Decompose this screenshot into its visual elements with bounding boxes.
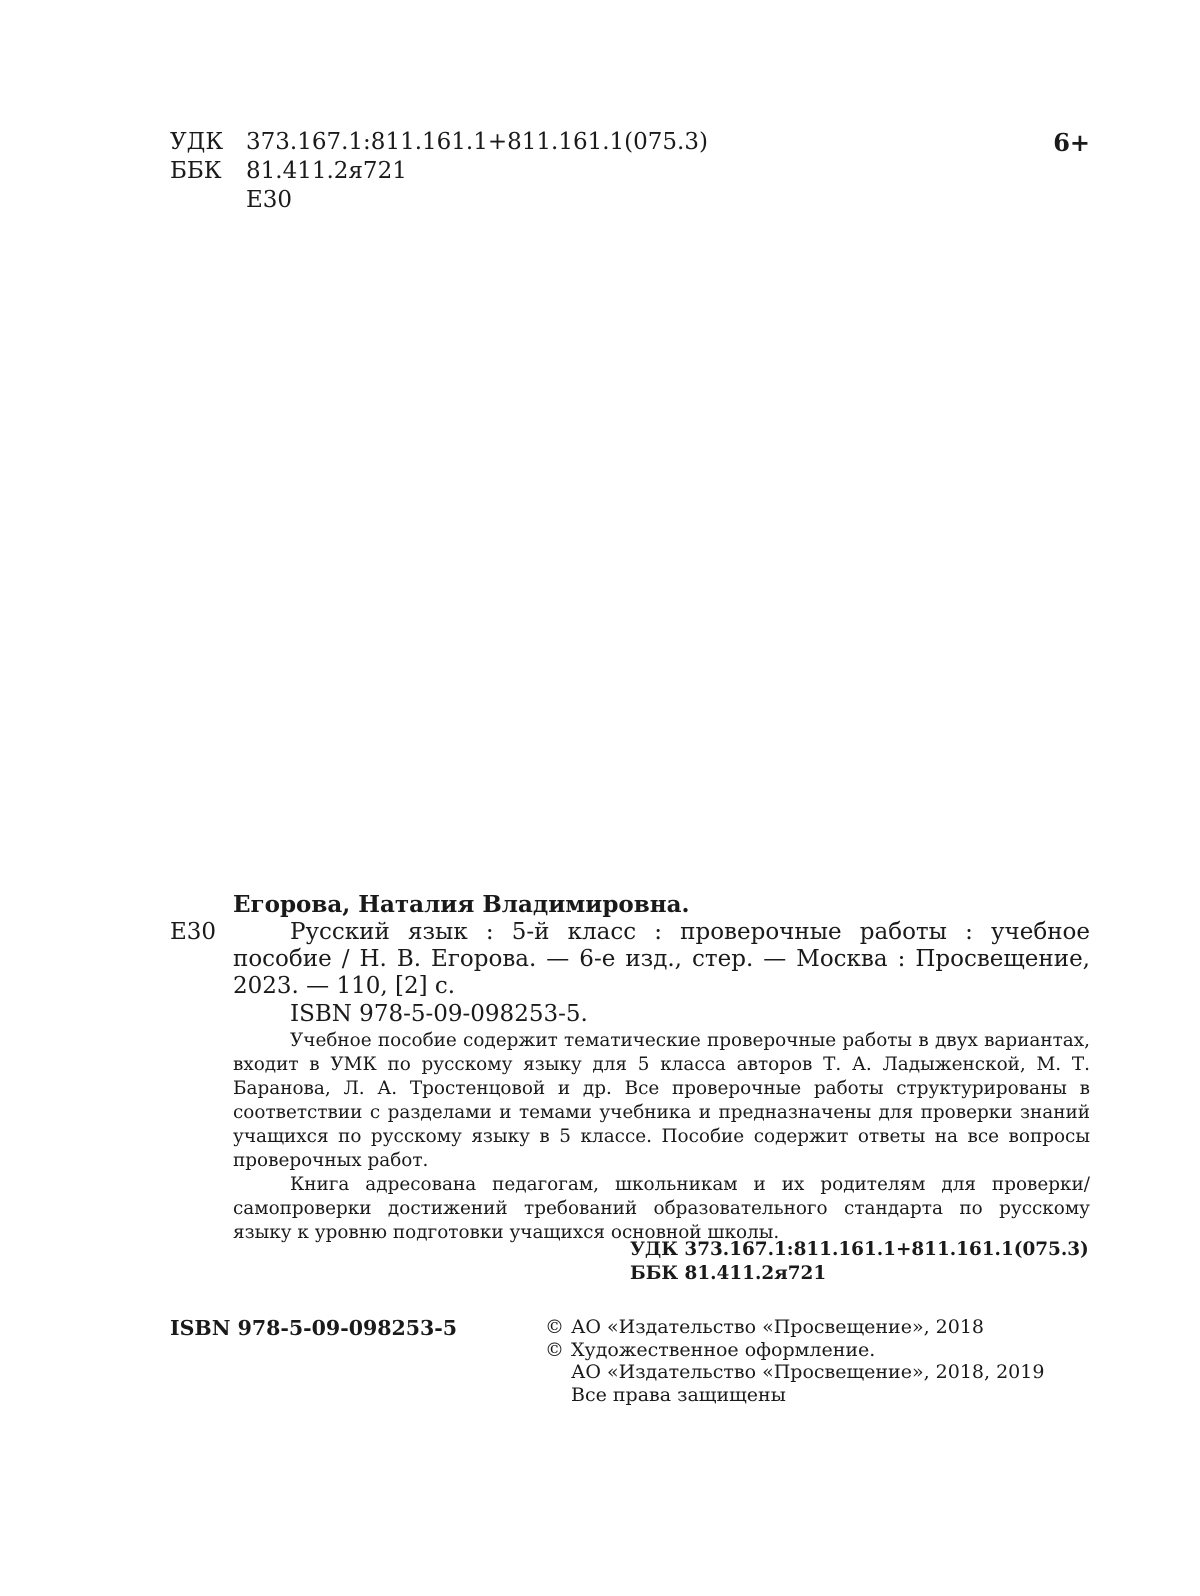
author-heading: Егорова, Наталия Владимировна. xyxy=(233,891,690,918)
copyright-icon: © xyxy=(545,1338,564,1361)
copyright-block xyxy=(545,1316,1044,1406)
udk-row xyxy=(170,128,1090,157)
card-bbk: ББК 81.411.2я721 xyxy=(630,1263,827,1284)
card-udk: УДК 373.167.1:811.161.1+811.161.1(075.3) xyxy=(630,1239,1089,1260)
entry-text: Русский язык : 5-й класс : проверочные работы : учебное пособие / Н. В. Егорова. — 6-е изд., стер. — Москва : Просвещение, 2023. — 110, [2] с. xyxy=(233,919,1090,999)
annotation-paragraph-1: Учебное пособие содержит тематические проверочные работы в двух вариантах, входит в УМК по русскому языку для 5 класса авторов Т. А. Ладыженской, М. Т. Баранова, Л. А. Тростенцовой и др. Все проверочные работы структурированы в соответствии с разделами и темами учебника и предназначены для проверки знаний учащихся по русскому языку в 5 классе. Пособие содержит ответы на все вопросы проверочных работ. xyxy=(233,1030,1090,1171)
entry-isbn: ISBN 978-5-09-098253-5. xyxy=(290,1001,588,1027)
copyright-icon: © xyxy=(545,1316,564,1338)
copyright-text-1: АО «Издательство «Просвещение», 2018 xyxy=(571,1316,984,1338)
footer-isbn: ISBN 978-5-09-098253-5 xyxy=(170,1316,458,1340)
rights-reserved: Все права защищены xyxy=(571,1383,786,1406)
annotation xyxy=(233,1029,1090,1245)
copyright-line-3: АО «Издательство «Просвещение», 2018, 2019 xyxy=(571,1361,1045,1383)
author-mark: Е30 xyxy=(246,187,293,213)
udk-label: УДК xyxy=(170,129,224,155)
card-classification xyxy=(630,1238,1089,1286)
age-rating-badge: 6+ xyxy=(1053,128,1090,157)
copyright-line-2 xyxy=(545,1339,1044,1362)
bbk-row xyxy=(170,157,1090,186)
entry-author-mark: Е30 xyxy=(170,919,217,945)
udk-value: 373.167.1:811.161.1+811.161.1(075.3) xyxy=(246,129,708,155)
bbk-label: ББК xyxy=(170,158,222,184)
copyright-line-1 xyxy=(545,1316,1044,1339)
annotation-paragraph-2: Книга адресована педагогам, школьникам и их родителям для проверки/самопроверки достижений требований образовательного стандарта по русскому языку к уровню подготовки учащихся основной школы. xyxy=(233,1174,1090,1243)
bibliographic-entry xyxy=(170,919,1090,1000)
classification-block xyxy=(170,128,1090,215)
bibliographic-card xyxy=(170,890,1090,1284)
bbk-value: 81.411.2я721 xyxy=(246,158,407,184)
copyright-text-2: Художественное оформление. xyxy=(571,1338,876,1361)
